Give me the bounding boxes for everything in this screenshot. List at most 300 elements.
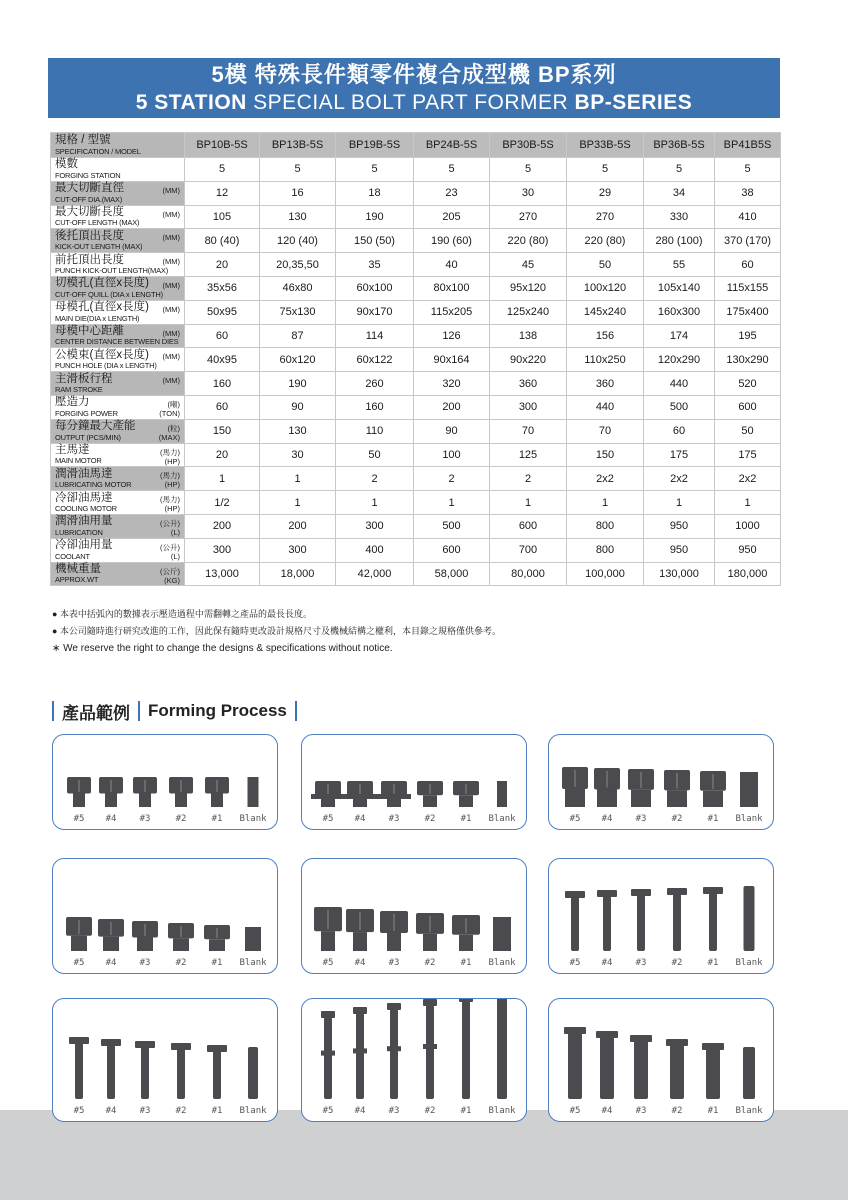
stage-label: #3 [139,958,151,968]
table-row [51,467,781,491]
stage-label: #2 [175,1106,187,1116]
table-cell: 45 [490,253,567,277]
row-unit [163,281,181,290]
table-cell: 145x240 [567,300,644,324]
part-stage-icon [666,1039,688,1099]
table-cell: 160x300 [644,300,715,324]
table-cell: 175 [715,443,781,467]
table-cell: 50x95 [185,300,260,324]
stage-label: #5 [73,814,85,824]
table-cell: 20 [185,253,260,277]
row-label-cell [51,181,185,205]
table-header-row [51,133,781,158]
title-bar-icon [52,701,54,721]
stage-label: #1 [211,958,223,968]
table-cell: 23 [414,181,490,205]
table-cell: 5 [336,158,414,182]
part-stage-icon [493,917,511,951]
table-cell: 950 [644,538,715,562]
table-cell: 60 [644,419,715,443]
part-stage-icon [66,917,92,951]
stage-label: Blank [735,1106,763,1116]
table-cell: 130x290 [715,348,781,372]
row-unit-main: (MM) [162,209,180,219]
part-stage-icon [594,768,620,807]
table-cell: 90x164 [414,348,490,372]
part-stage-icon [497,781,507,807]
note-1: ● 本表中括弧內的數據表示壓造過程中需翻轉之產品的最長長度。 [52,609,312,619]
table-cell: 120 (40) [260,229,336,253]
table-cell: 800 [567,538,644,562]
row-unit-main: (MM) [162,352,180,362]
table-cell: 30 [260,443,336,467]
part-stage-icon [245,927,261,951]
table-cell: 1 [490,491,567,515]
forming-process-illustration [549,735,774,830]
table-cell: 60 [185,324,260,348]
table-row [51,300,781,324]
table-cell: 95x120 [490,276,567,300]
stage-label: #1 [211,1106,223,1116]
table-cell: 190 [260,372,336,396]
table-cell: 300 [260,538,336,562]
part-stage-icon [702,1043,724,1099]
stage-label: #5 [569,814,581,824]
table-cell: 175x400 [715,300,781,324]
table-cell: 80x100 [414,276,490,300]
table-cell: 130,000 [644,562,715,586]
model-header-cell: BP13B-5S [260,133,336,158]
table-cell: 90 [414,419,490,443]
table-cell: 70 [490,419,567,443]
row-label-en: COOLANT [55,551,90,561]
part-stage-icon [98,919,124,951]
row-unit-main: (公升) [160,518,180,528]
stage-label: #3 [139,814,151,824]
part-stage-icon [377,781,411,807]
note-3: ∗ We reserve the right to change the designs & specifications without notice. [52,643,393,654]
table-cell: 410 [715,205,781,229]
part-stage-icon [168,923,194,951]
row-label-zh: 壓造力 [55,396,90,409]
table-cell: 2x2 [644,467,715,491]
stage-label: #3 [388,958,400,968]
section-title-en: Forming Process [148,701,287,720]
row-label-en: APPROX.WT [55,575,99,585]
stage-label: #1 [460,814,472,824]
table-cell: 1 [644,491,715,515]
table-cell: 55 [644,253,715,277]
model-header-cell: BP33B-5S [567,133,644,158]
table-cell: 18 [336,181,414,205]
part-stage-icon [207,1045,227,1099]
table-cell: 600 [414,538,490,562]
header-label-zh: 規格 / 型號 [55,134,111,146]
table-cell: 110 [336,419,414,443]
row-label-cell [51,395,185,419]
forming-process-illustration [549,859,774,974]
table-cell: 60x122 [336,348,414,372]
table-cell: 38 [715,181,781,205]
row-label-cell [51,538,185,562]
row-unit-main: (MM) [162,257,180,267]
row-label-cell [51,348,185,372]
stage-label: #2 [671,958,683,968]
row-label-cell [51,229,185,253]
forming-process-illustration [302,735,527,830]
row-label-zh: 後托頂出長度 [55,229,124,242]
stage-label: Blank [488,1106,516,1116]
row-label-cell [51,514,185,538]
table-row [51,348,781,372]
row-unit-main: (馬力) [160,495,180,505]
notes [52,606,501,657]
table-cell: 50 [567,253,644,277]
section-title [52,700,305,722]
row-label-zh: 潤滑油用量 [55,515,113,528]
table-cell: 150 [567,443,644,467]
table-row [51,253,781,277]
row-label-en: MAIN MOTOR [55,456,102,466]
row-label-zh: 機械重量 [55,562,101,575]
table-cell: 2 [490,467,567,491]
stage-label: Blank [488,958,516,968]
table-row [51,158,781,182]
table-cell: 370 (170) [715,229,781,253]
stage-label: Blank [239,958,267,968]
title-zh: 5模 特殊長件類零件複合成型機 BP系列 [211,62,617,87]
row-label-cell [51,491,185,515]
part-stage-icon [562,767,588,807]
table-cell: 18,000 [260,562,336,586]
row-label-en: PUNCH KICK-OUT LENGTH(MAX) [55,266,169,276]
table-cell: 5 [414,158,490,182]
stage-label: #2 [671,814,683,824]
forming-process-card [52,734,278,830]
stage-label: Blank [239,814,267,824]
table-cell: 12 [185,181,260,205]
forming-process-card [301,858,527,974]
table-cell: 200 [414,395,490,419]
part-stage-icon [564,1027,586,1099]
row-unit-main: (MM) [162,280,180,290]
forming-process-card [548,998,774,1122]
row-unit-main: (公升) [160,542,180,552]
table-cell: 175 [644,443,715,467]
part-stage-icon [248,1047,258,1099]
row-unit [163,305,181,314]
table-cell: 30 [490,181,567,205]
part-stage-icon [453,781,479,807]
table-cell: 50 [336,443,414,467]
stage-label: #1 [707,1106,719,1116]
table-cell: 2 [414,467,490,491]
row-unit [160,543,180,561]
table-cell: 180,000 [715,562,781,586]
part-stage-icon [596,1031,618,1099]
table-cell: 1 [260,467,336,491]
stage-label: #5 [569,1106,581,1116]
stage-label: #4 [105,1106,117,1116]
part-stage-icon [99,777,123,807]
table-cell: 1 [414,491,490,515]
table-cell: 160 [336,395,414,419]
row-unit [163,257,181,266]
part-stage-icon [321,1011,335,1099]
table-cell: 29 [567,181,644,205]
table-row [51,538,781,562]
table-cell: 125 [490,443,567,467]
stage-label: #5 [322,958,334,968]
table-cell: 100x120 [567,276,644,300]
table-cell: 400 [336,538,414,562]
row-label-cell [51,276,185,300]
table-cell: 520 [715,372,781,396]
stage-label: #4 [354,1106,366,1116]
title-en [48,90,780,116]
table-cell: 115x155 [715,276,781,300]
table-cell: 115x205 [414,300,490,324]
row-unit-sub: (HP) [164,504,180,514]
forming-process-illustration [53,735,278,830]
row-unit [159,424,180,442]
table-cell: 70 [567,419,644,443]
part-stage-icon [135,1041,155,1099]
table-cell: 174 [644,324,715,348]
table-cell: 90x220 [490,348,567,372]
table-cell: 90 [260,395,336,419]
stage-label: #1 [460,1106,472,1116]
section-title-zh: 產品範例 [62,703,130,723]
stage-label: #4 [105,958,117,968]
row-label-zh: 切模孔(直徑x長度) [55,277,149,290]
stage-label: #4 [601,1106,613,1116]
table-cell: 440 [567,395,644,419]
stage-label: #2 [671,1106,683,1116]
table-cell: 270 [490,205,567,229]
table-cell: 190 (60) [414,229,490,253]
stage-label: #3 [635,958,647,968]
row-label-en: FORGING STATION [55,170,121,180]
table-row [51,276,781,300]
table-cell: 270 [567,205,644,229]
stage-label: #2 [424,814,436,824]
table-cell: 105x140 [644,276,715,300]
part-stage-icon [497,999,507,1099]
stage-label: #3 [388,814,400,824]
row-label-cell [51,562,185,586]
part-stage-icon [452,915,480,951]
row-label-en: COOLING MOTOR [55,504,117,514]
table-cell: 1 [185,467,260,491]
stage-label: #2 [424,1106,436,1116]
table-cell: 205 [414,205,490,229]
stage-label: #3 [635,1106,647,1116]
part-stage-icon [314,907,342,951]
table-row [51,443,781,467]
table-cell: 5 [644,158,715,182]
row-unit-main: (公斤) [160,566,180,576]
table-cell: 60x120 [260,348,336,372]
row-label-en: KICK-OUT LENGTH (MAX) [55,242,143,252]
table-cell: 100 [414,443,490,467]
part-stage-icon [703,887,723,951]
part-stage-icon [664,770,690,807]
table-cell: 160 [185,372,260,396]
row-unit-main: (MM) [162,304,180,314]
table-cell: 600 [490,514,567,538]
part-stage-icon [205,777,229,807]
row-unit-main: (噸) [167,399,180,409]
model-header-cell: BP30B-5S [490,133,567,158]
table-cell: 1 [567,491,644,515]
row-unit-main: (馬力) [160,447,180,457]
row-label-zh: 模數 [55,158,78,171]
part-stage-icon [343,781,377,807]
part-stage-icon [69,1037,89,1099]
stage-label: #4 [601,814,613,824]
table-cell: 130 [260,419,336,443]
table-row [51,205,781,229]
part-stage-icon [416,913,444,951]
part-stage-icon [740,772,758,807]
table-cell: 42,000 [336,562,414,586]
stage-label: #2 [175,814,187,824]
title-bar-icon [138,701,140,721]
part-stage-icon [743,1047,755,1099]
table-cell: 300 [490,395,567,419]
part-stage-icon [171,1043,191,1099]
part-stage-icon [311,781,345,807]
note-2: ● 本公司隨時進行研究改進的工作，因此保有隨時更改設計規格尺寸及機械結構之權利，本目錄之規格僅供參考。 [52,626,501,636]
part-stage-icon [133,777,157,807]
table-row [51,395,781,419]
row-unit-sub: (TON) [159,408,180,418]
row-label-cell [51,253,185,277]
table-cell: 100,000 [567,562,644,586]
stage-label: #5 [73,958,85,968]
part-stage-icon [204,925,230,951]
table-cell: 5 [490,158,567,182]
row-unit [163,376,181,385]
title-en-series: BP-SERIES [574,91,693,114]
stage-label: #3 [388,1106,400,1116]
stage-label: #5 [322,1106,334,1116]
row-label-cell [51,324,185,348]
stage-label: Blank [735,814,763,824]
row-label-en: CUT-OFF DIA.(MAX) [55,194,123,204]
row-label-en: LUBRICATING MOTOR [55,480,132,490]
part-stage-icon [423,999,437,1099]
table-cell: 220 (80) [490,229,567,253]
row-unit-sub: (L) [170,551,180,561]
forming-process-card [52,998,278,1122]
row-unit-main: (MM) [162,328,180,338]
row-label-en: CUT-OFF QUILL (DIA x LENGTH) [55,289,163,299]
stage-label: #5 [73,1106,85,1116]
table-cell: 80,000 [490,562,567,586]
header-label-cell [51,133,185,158]
row-unit-sub: (HP) [164,480,180,490]
row-unit-sub: (MAX) [158,432,180,442]
part-stage-icon [667,888,687,951]
table-cell: 190 [336,205,414,229]
part-stage-icon [565,891,585,951]
row-unit-sub: (L) [170,527,180,537]
part-stage-icon [628,769,654,807]
stage-label: #1 [707,814,719,824]
row-unit-sub: (HP) [164,456,180,466]
table-row [51,229,781,253]
row-label-zh: 最大切斷長度 [55,205,124,218]
table-cell: 126 [414,324,490,348]
table-cell: 60 [715,253,781,277]
row-unit [163,233,181,242]
row-unit [160,471,180,489]
table-cell: 5 [260,158,336,182]
row-label-cell [51,443,185,467]
model-header-cell: BP10B-5S [185,133,260,158]
row-label-en: FORGING POWER [55,408,118,418]
row-label-en: OUTPUT (PCS/MIN) [55,432,121,442]
table-row [51,372,781,396]
table-cell: 150 [185,419,260,443]
row-unit [160,567,180,585]
part-stage-icon [630,1035,652,1099]
table-cell: 80 (40) [185,229,260,253]
table-row [51,419,781,443]
stage-label: Blank [735,958,763,968]
table-cell: 110x250 [567,348,644,372]
stage-label: #2 [424,958,436,968]
row-unit [160,519,180,537]
table-cell: 130 [260,205,336,229]
row-unit [160,495,180,513]
table-cell: 280 (100) [644,229,715,253]
table-row [51,181,781,205]
table-cell: 360 [490,372,567,396]
row-label-en: PUNCH HOLE (DIA x LENGTH) [55,361,157,371]
table-cell: 600 [715,395,781,419]
table-cell: 2 [336,467,414,491]
row-label-cell [51,419,185,443]
stage-label: #1 [707,958,719,968]
row-label-en: CUT-OFF LENGTH (MAX) [55,218,140,228]
table-cell: 120x290 [644,348,715,372]
stage-label: #4 [105,814,117,824]
table-cell: 300 [336,514,414,538]
row-label-zh: 公模束(直徑x長度) [55,348,149,361]
forming-process-illustration [302,999,527,1122]
table-row [51,514,781,538]
table-cell: 5 [715,158,781,182]
table-cell: 500 [414,514,490,538]
row-unit-main: (MM) [162,376,180,386]
part-stage-icon [417,781,443,807]
stage-label: #4 [354,814,366,824]
row-unit [159,400,180,418]
model-header-cell: BP19B-5S [336,133,414,158]
part-stage-icon [101,1039,121,1099]
row-label-zh: 主馬達 [55,443,90,456]
table-cell: 200 [260,514,336,538]
table-cell: 360 [567,372,644,396]
row-label-zh: 冷卻油用量 [55,539,113,552]
table-cell: 150 (50) [336,229,414,253]
table-cell: 800 [567,514,644,538]
part-stage-icon [248,777,259,807]
stage-label: #5 [322,814,334,824]
